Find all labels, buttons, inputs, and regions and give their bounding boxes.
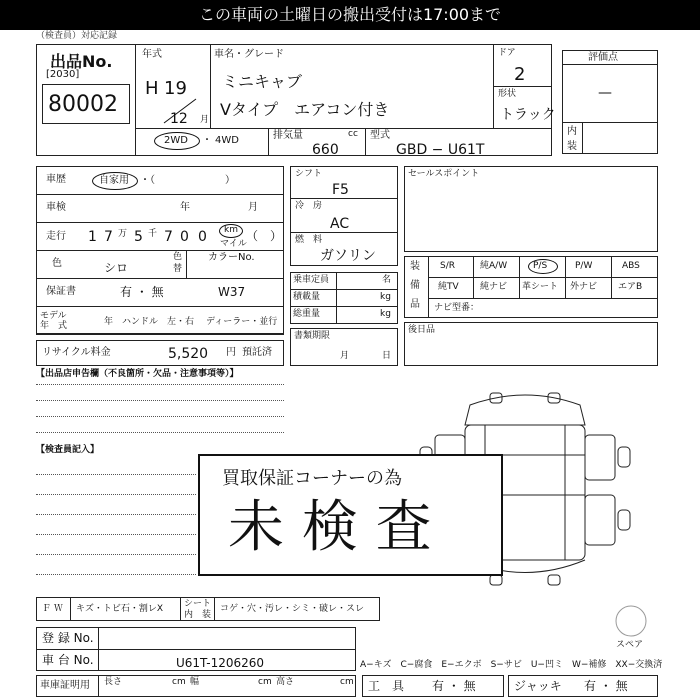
mileage-sen: 千 <box>148 229 158 239</box>
inspector-notes-label: 【検査員記入】 <box>36 445 100 455</box>
listing-number: 80002 <box>48 92 118 117</box>
mileage-unit-mile: マイル <box>220 239 247 249</box>
spare-label: スペア <box>616 640 644 650</box>
rating-box <box>562 50 658 154</box>
year-slash <box>160 95 200 127</box>
mileage-paren: （ ） <box>246 229 283 243</box>
history-rest: ・（ ） <box>140 175 235 186</box>
capacity-unit-0: 名 <box>382 275 392 285</box>
recycle-status: 預託済 <box>242 347 272 358</box>
seat-codes: コゲ・穴・汚レ・シミ・破レ・スレ <box>220 604 365 614</box>
aftermarket-box <box>404 322 658 366</box>
doors-value: 2 <box>514 64 526 85</box>
rating-value: — <box>598 85 612 101</box>
capacity-label-2: 総重量 <box>293 309 321 319</box>
model-label: 型式 <box>370 130 390 141</box>
model-year-handle: ハンドル 左・右 <box>122 317 195 327</box>
displacement-unit: cc <box>348 129 358 139</box>
equipment-abs: ABS <box>622 261 640 271</box>
capacity-unit-1: kg <box>380 292 391 302</box>
registration-label: 登 録 No. <box>42 631 94 645</box>
equipment-label-1: 装 <box>410 261 420 272</box>
year-label: 年式 <box>142 49 162 60</box>
capacity-label-0: 乗車定員 <box>293 275 330 285</box>
car-grade: Vタイプ エアコン付き <box>220 100 390 119</box>
equipment-pw: P/W <box>575 261 593 271</box>
listing-code: [2030] <box>46 69 80 80</box>
drive-sep: ・ <box>202 135 212 146</box>
ac-value: AC <box>330 216 350 232</box>
year-era: H <box>145 78 159 99</box>
mileage-label: 走行 <box>46 231 66 242</box>
inspection-label: 車検 <box>46 202 66 213</box>
mileage-digit-4: 7 <box>164 229 173 245</box>
color-repaint-2: 替 <box>173 264 183 274</box>
shape-value: トラック <box>500 107 556 123</box>
seller-notes-label: 【出品店申告欄（不良箇所・欠品・注意事項等）】 <box>36 369 239 379</box>
drive-option-4wd: 4WD <box>215 135 239 146</box>
shape-label: 形状 <box>498 89 517 99</box>
equipment-ext-navi: 外ナビ <box>570 282 598 292</box>
recycle-label: リサイクル料金 <box>42 347 111 358</box>
warranty-label: 保証書 <box>46 286 76 297</box>
interior-label-1: 内 <box>567 126 577 137</box>
car-label: 車名・グレード <box>214 49 284 60</box>
fuel-value: ガソリン <box>320 248 376 264</box>
listing-label: 出品No. <box>50 52 113 71</box>
model-year-dealer: ディーラー・並行 <box>206 317 278 327</box>
capacity-label-1: 積載量 <box>293 292 321 302</box>
chassis-label: 車 台 No. <box>42 653 94 667</box>
jack-label: ジャッキ <box>514 679 562 693</box>
inspection-year-unit: 年 <box>180 202 190 213</box>
fw-label: Ｆ Ｗ <box>42 604 63 614</box>
seat-label-1: シート <box>184 599 212 609</box>
displacement-label: 排気量 <box>273 130 303 141</box>
displacement-value: 660 <box>312 142 339 158</box>
fuel-label: 燃 料 <box>295 235 323 245</box>
car-name: ミニキャブ <box>222 72 303 91</box>
model-year-label-2: 年 式 <box>40 321 68 331</box>
docs-month: 月 <box>340 351 350 361</box>
mileage-digit-6: 0 <box>198 229 207 245</box>
equipment-sr: S/R <box>440 261 455 271</box>
equipment-navi: 純ナビ <box>480 282 508 292</box>
cert-height-unit: cm <box>340 677 354 687</box>
equipment-tv: 純TV <box>438 282 459 292</box>
mileage-digit-5: 0 <box>180 229 189 245</box>
equipment-navi-model: ナビ型番： <box>434 303 480 313</box>
equipment-airbag: エアB <box>618 282 643 292</box>
docs-label: 書類期限 <box>294 331 331 341</box>
chassis-value: U61T-1206260 <box>176 656 265 670</box>
shift-value: F5 <box>332 182 349 198</box>
mileage-digit-3: 5 <box>134 229 143 245</box>
year-value: 19 <box>164 78 187 99</box>
equipment-aw: 純A/W <box>480 261 508 271</box>
tools-value: 有 ・ 無 <box>432 679 476 693</box>
equipment-label-2: 備 <box>410 280 420 291</box>
mileage-man: 万 <box>118 229 128 239</box>
year-month-unit: 月 <box>200 115 210 125</box>
mileage-digit-1: 1 <box>88 229 97 245</box>
model-value: GBD − U61T <box>396 142 485 158</box>
model-year-label-1: モデル <box>40 311 67 321</box>
cert-label: 車庫証明用 <box>40 680 90 691</box>
color-repaint-1: 色 <box>173 252 183 262</box>
recycle-unit: 円 <box>226 347 236 358</box>
color-value: シロ <box>104 261 129 275</box>
year-month: 12 <box>170 111 188 127</box>
cert-length-unit: cm <box>172 677 186 687</box>
jack-value: 有 ・ 無 <box>584 679 628 693</box>
aftermarket-label: 後日品 <box>408 325 436 335</box>
warranty-value: 有 ・ 無 <box>120 285 164 299</box>
docs-day: 日 <box>382 351 392 361</box>
fw-codes: キズ・トビ石・割レX <box>76 604 163 614</box>
equipment-label-3: 品 <box>410 299 420 310</box>
mileage-unit-km: km <box>224 225 238 235</box>
stamp-top-text: 買取保証コーナーの為 <box>222 468 402 489</box>
shift-label: シフト <box>295 169 323 179</box>
color-no-label: カラーNo. <box>208 252 255 263</box>
spare-tire-icon <box>614 604 648 638</box>
recycle-value: 5,520 <box>168 346 209 362</box>
history-value: 自家用 <box>99 175 129 186</box>
equipment-leather: 革シート <box>522 282 559 292</box>
banner-text: この車両の土曜日の搬出受付は17:00まで <box>198 5 502 24</box>
rating-label: 評価点 <box>588 52 618 63</box>
model-year-year: 年 <box>104 317 114 327</box>
mileage-digit-2: 7 <box>104 229 113 245</box>
history-label: 車歴 <box>46 174 66 185</box>
cert-width: 幅 <box>190 677 200 687</box>
cert-length: 長さ <box>104 677 123 687</box>
color-no-value: W37 <box>218 285 246 299</box>
cert-height: 高さ <box>276 677 295 687</box>
color-label: 色 <box>52 258 62 269</box>
seat-label-2: 内 装 <box>184 610 212 620</box>
inspection-month-unit: 月 <box>248 202 258 213</box>
damage-legend: A−キズ C−腐食 E−エクボ S−サビ U−凹ミ W−補修 XX−交換済 <box>360 660 663 670</box>
capacity-unit-2: kg <box>380 309 391 319</box>
tools-label: 工 具 <box>368 679 405 693</box>
equipment-ps: P/S <box>533 261 548 271</box>
ac-label: 冷 房 <box>295 201 323 211</box>
sales-point-label: セールスポイント <box>408 169 480 179</box>
interior-label-2: 装 <box>567 141 577 152</box>
header-small: （検査員）対応記録 <box>36 31 118 41</box>
stamp-main-text: 未 検 査 <box>228 495 432 560</box>
doors-label: ドア <box>498 48 516 58</box>
drive-option-2wd: 2WD <box>164 135 188 146</box>
cert-width-unit: cm <box>258 677 272 687</box>
